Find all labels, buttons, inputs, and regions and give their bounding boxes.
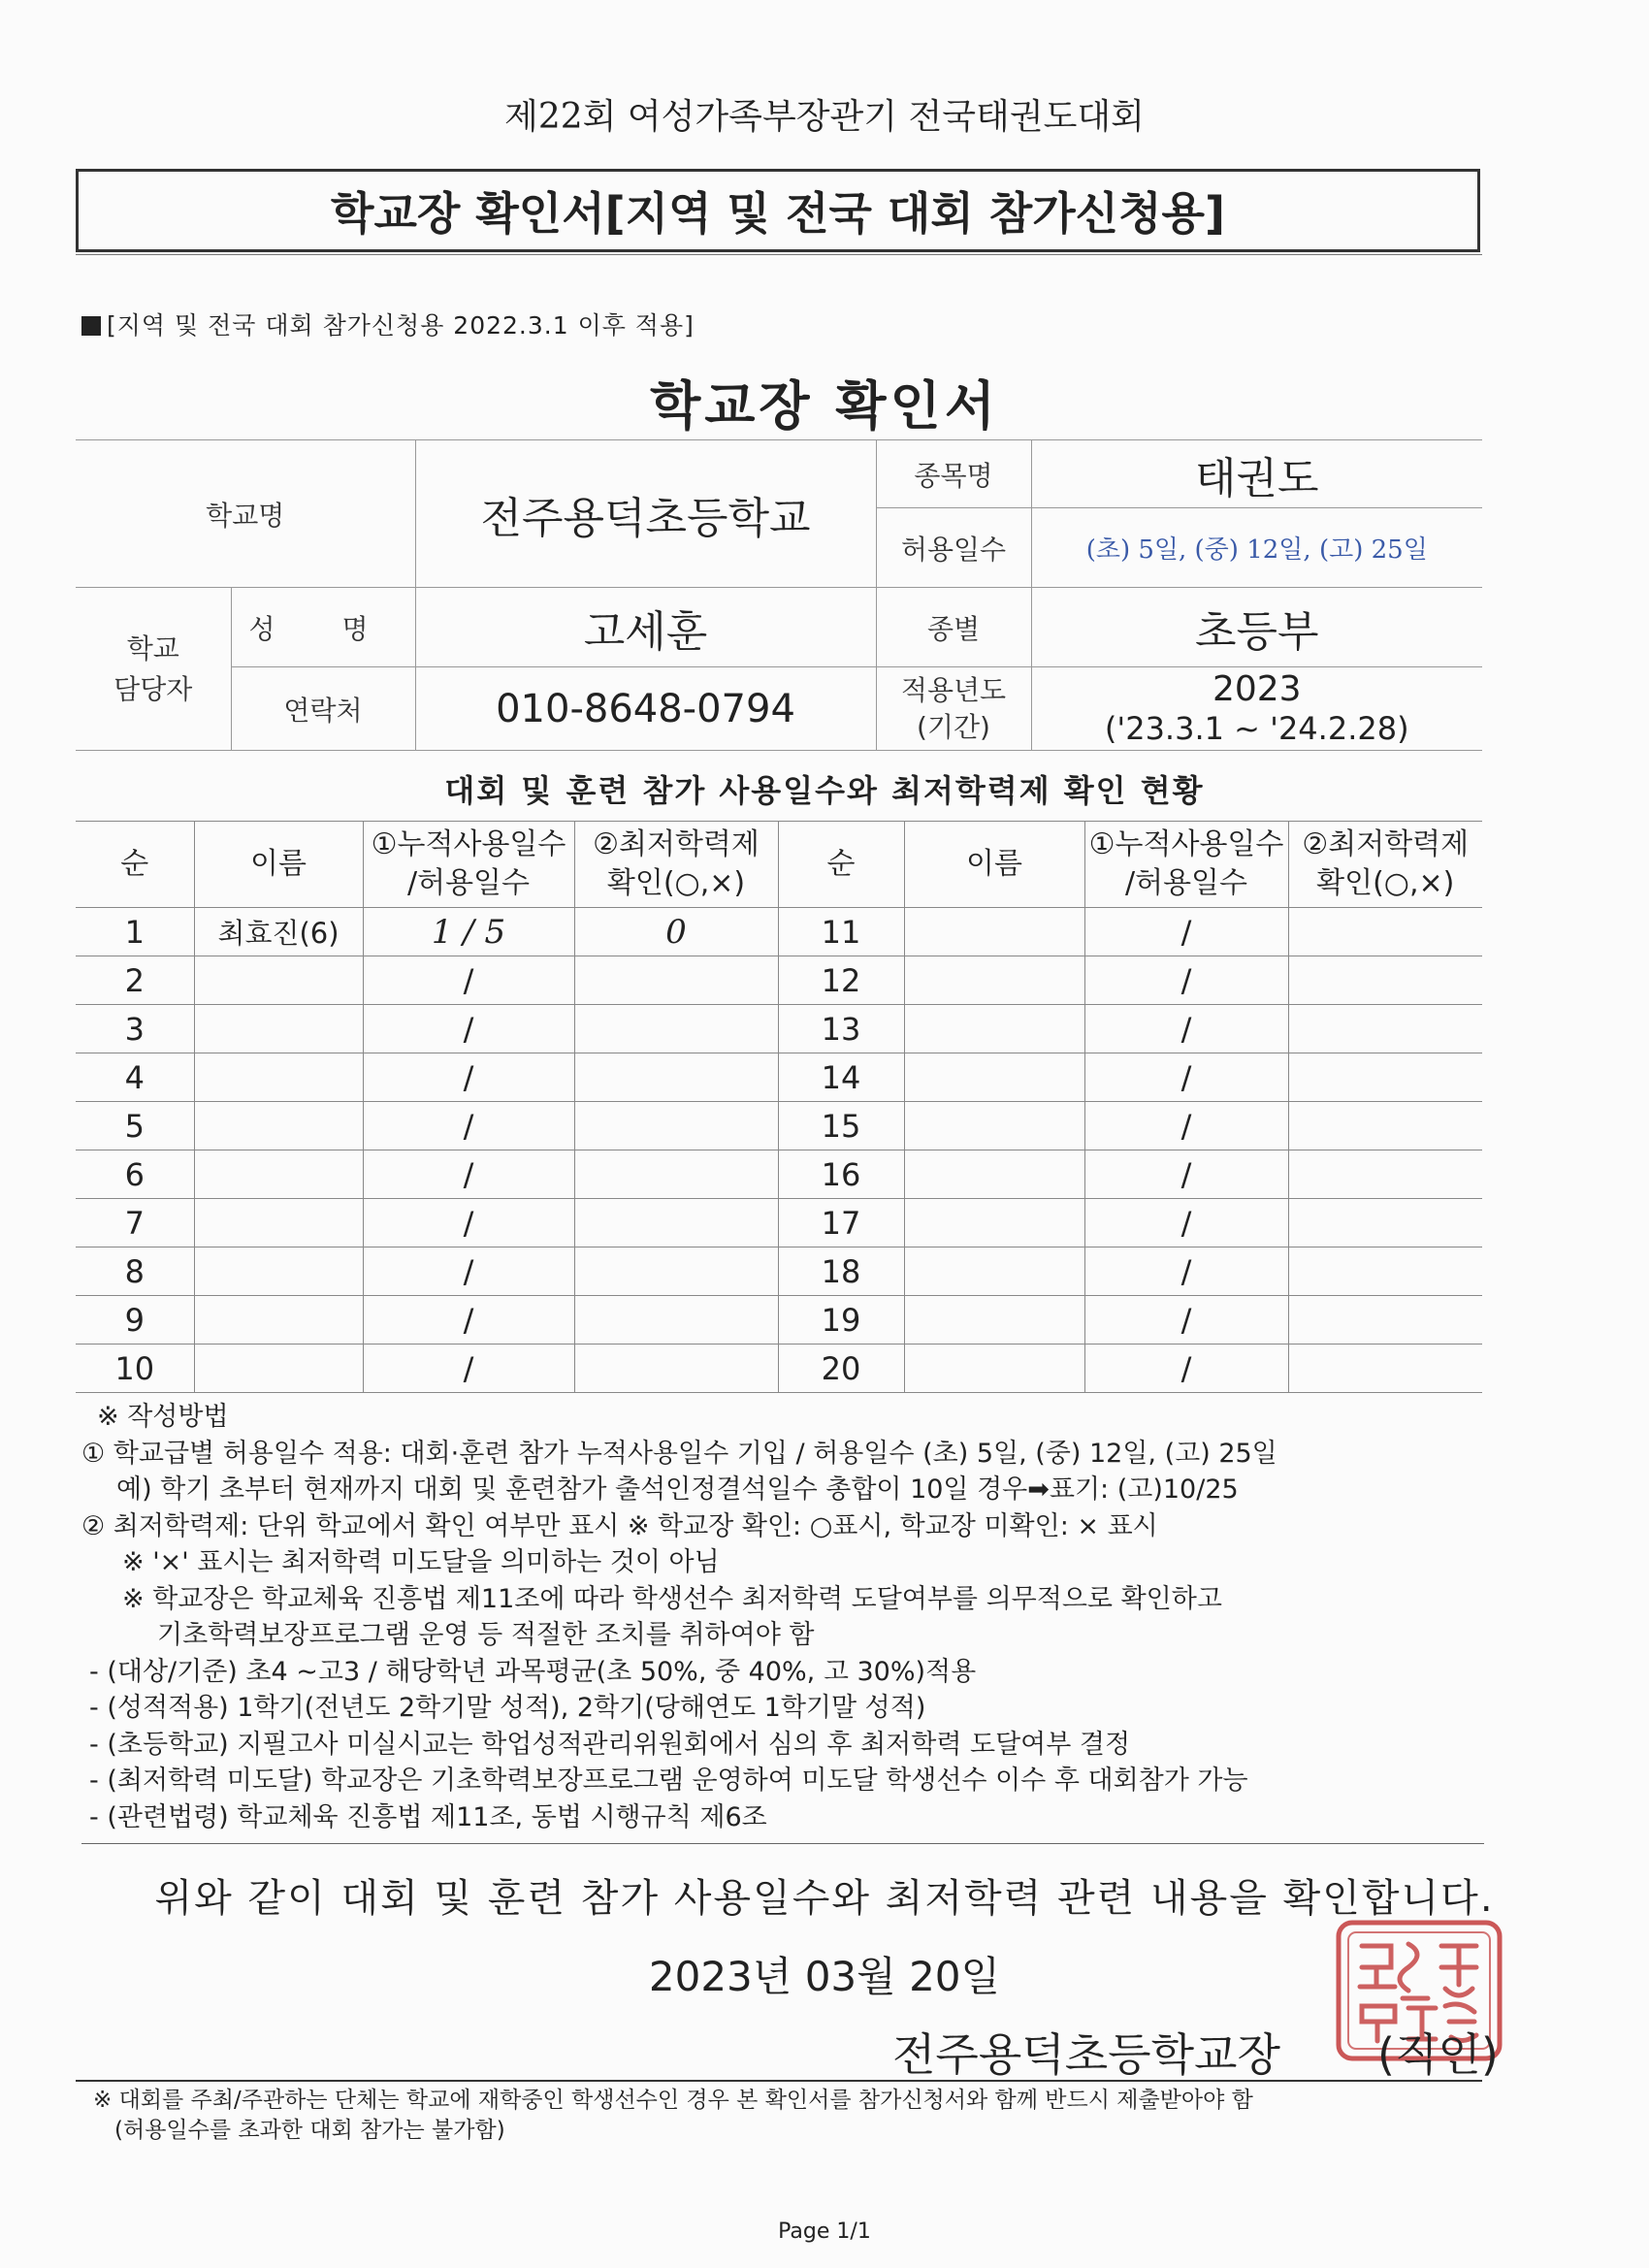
cell-no: 13 (778, 1005, 904, 1053)
document-title: 학교장 확인서 (650, 375, 999, 437)
cell-check (574, 1053, 778, 1102)
notes-heading: ※ 작성방법 (97, 1402, 229, 1432)
header-name: 이름 (904, 822, 1084, 908)
cell-check (1288, 1102, 1482, 1150)
footer-note (93, 2086, 1253, 2146)
cell-check (1288, 1053, 1482, 1102)
cell-no: 17 (778, 1199, 904, 1247)
cell-name (904, 1150, 1084, 1199)
footer-divider (76, 2080, 1482, 2082)
cell-no: 2 (76, 956, 194, 1005)
header-check: ②최저학력제 확인(○,×) (1288, 822, 1482, 908)
cell-no: 11 (778, 908, 904, 956)
cell-name (194, 1199, 363, 1247)
cell-check (574, 1247, 778, 1296)
table-row (76, 1247, 1482, 1296)
cell-days: / (1084, 1150, 1288, 1199)
event-title: 제22회 여성가족부장관기 전국태권도대회 (504, 97, 1145, 137)
cell-name (194, 1102, 363, 1150)
cell-no: 4 (76, 1053, 194, 1102)
cell-days: / (363, 1102, 574, 1150)
cell-name (194, 1053, 363, 1102)
apply-note-text: [지역 및 전국 대회 참가신청용 2022.3.1 이후 적용] (107, 311, 695, 340)
cell-days: / (363, 1296, 574, 1345)
event-value: 태권도 (1031, 440, 1482, 508)
school-value: 전주용덕초등학교 (415, 440, 876, 588)
cell-check (1288, 1345, 1482, 1393)
cell-days: 1 / 5 (363, 908, 574, 956)
cell-days: / (1084, 1005, 1288, 1053)
note-line: - (최저학력 미도달) 학교장은 기초학력보장프로그램 운영하여 미도달 학생선수 이수 후 대회참가 가능 (89, 1766, 1248, 1796)
table-row (76, 1005, 1482, 1053)
header-no: 순 (76, 822, 194, 908)
cell-no: 20 (778, 1345, 904, 1393)
cell-no: 7 (76, 1199, 194, 1247)
cell-days: / (363, 1053, 574, 1102)
note-line: - (대상/기준) 초4 ~고3 / 해당학년 과목평균(초 50%, 중 40%, 고 30%)적용 (89, 1656, 977, 1687)
cell-no: 1 (76, 908, 194, 956)
event-label: 종목명 (876, 440, 1031, 508)
records-table (76, 821, 1482, 1393)
cell-no: 15 (778, 1102, 904, 1150)
cell-name (904, 1296, 1084, 1345)
confirmation-statement: 위와 같이 대회 및 훈련 참가 사용일수와 최저학력 관련 내용을 확인합니다. (154, 1876, 1495, 1921)
year-value: 2023 (1212, 668, 1302, 709)
info-table (76, 439, 1482, 751)
cell-name (904, 1102, 1084, 1150)
cell-days: / (1084, 1102, 1288, 1150)
school-label: 학교명 (76, 440, 415, 588)
cell-no: 8 (76, 1247, 194, 1296)
cell-days: / (363, 1005, 574, 1053)
cell-no: 19 (778, 1296, 904, 1345)
year-cell (1031, 667, 1482, 751)
cell-check (574, 1296, 778, 1345)
allowed-value: (초) 5일, (중) 12일, (고) 25일 (1031, 508, 1482, 588)
header-days: ①누적사용일수 /허용일수 (1084, 822, 1288, 908)
name-label: 성 명 (231, 588, 415, 667)
cell-name (904, 1199, 1084, 1247)
signing-date: 2023년 03월 20일 (648, 1953, 1001, 2000)
table-row (76, 1296, 1482, 1345)
cell-name (904, 1247, 1084, 1296)
cell-check (574, 1345, 778, 1393)
cell-no: 14 (778, 1053, 904, 1102)
cell-days: / (363, 956, 574, 1005)
cell-check (574, 956, 778, 1005)
note-line: ① 학교급별 허용일수 적용: 대회·훈련 참가 누적사용일수 기입 / 허용일수 (초) 5일, (중) 12일, (고) 25일 (81, 1438, 1277, 1469)
cell-check (1288, 1199, 1482, 1247)
apply-note (81, 307, 695, 341)
cell-no: 10 (76, 1345, 194, 1393)
cell-check (574, 1005, 778, 1053)
cell-no: 18 (778, 1247, 904, 1296)
cell-days: / (363, 1345, 574, 1393)
year-label: 적용년도 (기간) (876, 667, 1031, 751)
cell-name (904, 1005, 1084, 1053)
header-check: ②최저학력제 확인(○,×) (574, 822, 778, 908)
principal-signature-name: 전주용덕초등학교장 (892, 2028, 1280, 2081)
contact-label: 연락처 (231, 667, 415, 751)
note-line: ② 최저학력제: 단위 학교에서 확인 여부만 표시 ※ 학교장 확인: ○표시, 학교장 미확인: × 표시 (81, 1510, 1158, 1541)
cell-no: 9 (76, 1296, 194, 1345)
note-line: ※ '×' 표시는 최저학력 미도달을 의미하는 것이 아님 (122, 1547, 720, 1577)
note-line: - (성적적용) 1학기(전년도 2학기말 성적), 2학기(당해연도 1학기말 성적) (89, 1693, 926, 1723)
table-row (76, 956, 1482, 1005)
cell-days: / (1084, 956, 1288, 1005)
boxed-title: 학교장 확인서[지역 및 전국 대회 참가신청용] (76, 169, 1480, 252)
cell-check (574, 1102, 778, 1150)
allowed-label: 허용일수 (876, 508, 1031, 588)
cell-check (1288, 1296, 1482, 1345)
cell-days: / (1084, 1053, 1288, 1102)
name-value: 고세훈 (415, 588, 876, 667)
division-value: 초등부 (1031, 588, 1482, 667)
cell-days: / (1084, 1345, 1288, 1393)
table-row (76, 1345, 1482, 1393)
cell-days: / (1084, 1247, 1288, 1296)
cell-name (194, 1345, 363, 1393)
manager-label: 학교 담당자 (76, 588, 231, 751)
cell-days: / (363, 1150, 574, 1199)
header-no: 순 (778, 822, 904, 908)
instructions (81, 1399, 1507, 1835)
section-title: 대회 및 훈련 참가 사용일수와 최저학력제 확인 현황 (444, 772, 1205, 809)
table-row (76, 908, 1482, 956)
cell-check (574, 1199, 778, 1247)
note-line: ※ 학교장은 학교체육 진흥법 제11조에 따라 학생선수 최저학력 도달여부를 의무적으로 확인하고 (122, 1583, 1222, 1614)
cell-check (1288, 908, 1482, 956)
cell-name (904, 1053, 1084, 1102)
cell-name (904, 1345, 1084, 1393)
table-row (76, 1102, 1482, 1150)
cell-check: 0 (574, 908, 778, 956)
table-row (76, 1053, 1482, 1102)
notes-divider (81, 1843, 1484, 1844)
note-line: - (관련법령) 학교체육 진흥법 제11조, 동법 시행규칙 제6조 (89, 1801, 767, 1832)
cell-days: / (363, 1199, 574, 1247)
table-row (76, 1199, 1482, 1247)
footer-note-line: (허용일수를 초과한 대회 참가는 불가함) (114, 2118, 505, 2143)
cell-name (194, 956, 363, 1005)
cell-days: / (363, 1247, 574, 1296)
seal-label: (직인) (1377, 2028, 1499, 2081)
cell-days: / (1084, 908, 1288, 956)
records-body (76, 908, 1482, 1393)
contact-value: 010-8648-0794 (415, 667, 876, 751)
cell-name (194, 1296, 363, 1345)
cell-check (1288, 1247, 1482, 1296)
cell-no: 16 (778, 1150, 904, 1199)
cell-no: 6 (76, 1150, 194, 1199)
cell-name (904, 908, 1084, 956)
cell-check (1288, 956, 1482, 1005)
cell-days: / (1084, 1296, 1288, 1345)
cell-name (194, 1005, 363, 1053)
page-number: Page 1/1 (778, 2219, 871, 2244)
records-header-row (76, 822, 1482, 908)
division-label: 종별 (876, 588, 1031, 667)
cell-name: 최효진(6) (194, 908, 363, 956)
cell-name (194, 1247, 363, 1296)
footer-note-line: ※ 대회를 주최/주관하는 단체는 학교에 재학중인 학생선수인 경우 본 확인서를 참가신청서와 함께 반드시 제출받아야 함 (93, 2088, 1253, 2113)
header-name: 이름 (194, 822, 363, 908)
cell-check (1288, 1150, 1482, 1199)
note-line: - (초등학교) 지필고사 미실시교는 학업성적관리위원회에서 심의 후 최저학력 도달여부 결정 (89, 1729, 1131, 1760)
cell-days: / (1084, 1199, 1288, 1247)
cell-name (194, 1150, 363, 1199)
header-divider (76, 254, 1482, 255)
header-days: ①누적사용일수 /허용일수 (363, 822, 574, 908)
table-row (76, 1150, 1482, 1199)
cell-no: 5 (76, 1102, 194, 1150)
cell-name (904, 956, 1084, 1005)
note-line: 예) 학기 초부터 현재까지 대회 및 훈련참가 출석인정결석일수 총합이 10일 경우➡표기: (고)10/25 (116, 1474, 1239, 1505)
square-bullet-icon (81, 316, 101, 336)
cell-check (574, 1150, 778, 1199)
cell-no: 3 (76, 1005, 194, 1053)
note-line: 기초학력보장프로그램 운영 등 적절한 조치를 취하여야 함 (157, 1620, 815, 1650)
cell-no: 12 (778, 956, 904, 1005)
cell-check (1288, 1005, 1482, 1053)
period-value: ('23.3.1 ~ '24.2.28) (1104, 709, 1409, 747)
